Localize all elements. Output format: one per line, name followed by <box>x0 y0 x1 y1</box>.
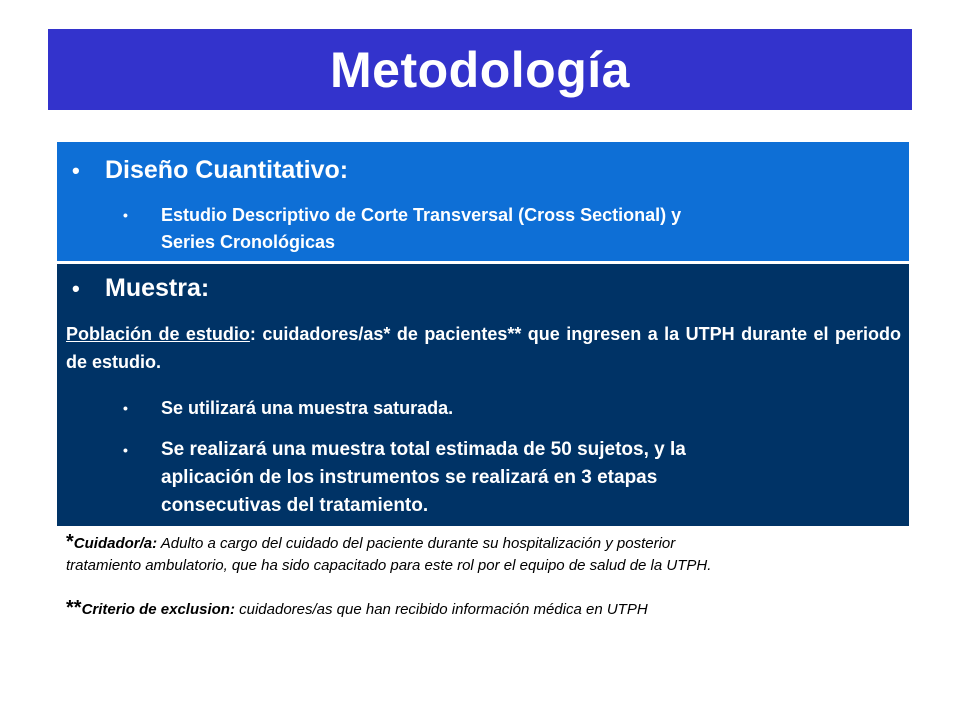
design-box <box>57 142 909 261</box>
sample-heading-row <box>72 274 209 303</box>
sub-bullet-icon: • <box>123 207 128 223</box>
bullet-icon: • <box>72 157 80 183</box>
caregiver-note <box>66 531 896 577</box>
asterisk-mark: * <box>66 531 74 553</box>
slide-title: Metodología <box>48 29 912 110</box>
caregiver-text-line1: Adulto a cargo del cuidado del paciente durante su hospitalización y posterior <box>157 535 676 552</box>
double-asterisk-mark: ** <box>66 597 82 619</box>
sub-bullet-icon: • <box>123 442 128 458</box>
sample-box <box>57 264 909 526</box>
sample-item-2-line3: consecutivas del tratamiento. <box>161 495 429 516</box>
design-item-line2: Series Cronológicas <box>161 232 336 252</box>
caregiver-text-line2: tratamiento ambulatorio, que ha sido capacitado para este rol por el equipo de salud de la UTPH. <box>66 557 712 574</box>
caregiver-label: Cuidador/a: <box>73 535 158 552</box>
sample-heading: Muestra: <box>105 274 210 302</box>
population-paragraph <box>66 320 901 376</box>
design-heading-row <box>72 156 348 185</box>
exclusion-label: Criterio de exclusion: <box>81 601 235 618</box>
sub-bullet-icon: • <box>123 400 128 416</box>
exclusion-note <box>66 597 896 621</box>
design-item-line1: Estudio Descriptivo de Corte Transversal (Cross Sectional) y <box>161 205 682 225</box>
design-heading: Diseño Cuantitativo: <box>105 156 349 184</box>
population-label: Población de estudio <box>66 324 250 344</box>
sample-item-2-line2: aplicación de los instrumentos se realizará en 3 etapas <box>161 467 658 488</box>
exclusion-text: cuidadores/as que han recibido información médica en UTPH <box>234 601 648 618</box>
sample-item-2-line1: Se realizará una muestra total estimada de 50 sujetos, y la <box>161 439 686 460</box>
bullet-icon: • <box>72 275 80 301</box>
sample-item-1-text: Se utilizará una muestra saturada. <box>161 398 454 418</box>
population-text: : cuidadores/as* de pacientes** que ingresen a la UTPH durante el periodo de estudio. <box>66 324 901 372</box>
design-item <box>123 202 879 256</box>
sample-item-1 <box>123 395 879 422</box>
sample-item-2 <box>123 436 879 520</box>
